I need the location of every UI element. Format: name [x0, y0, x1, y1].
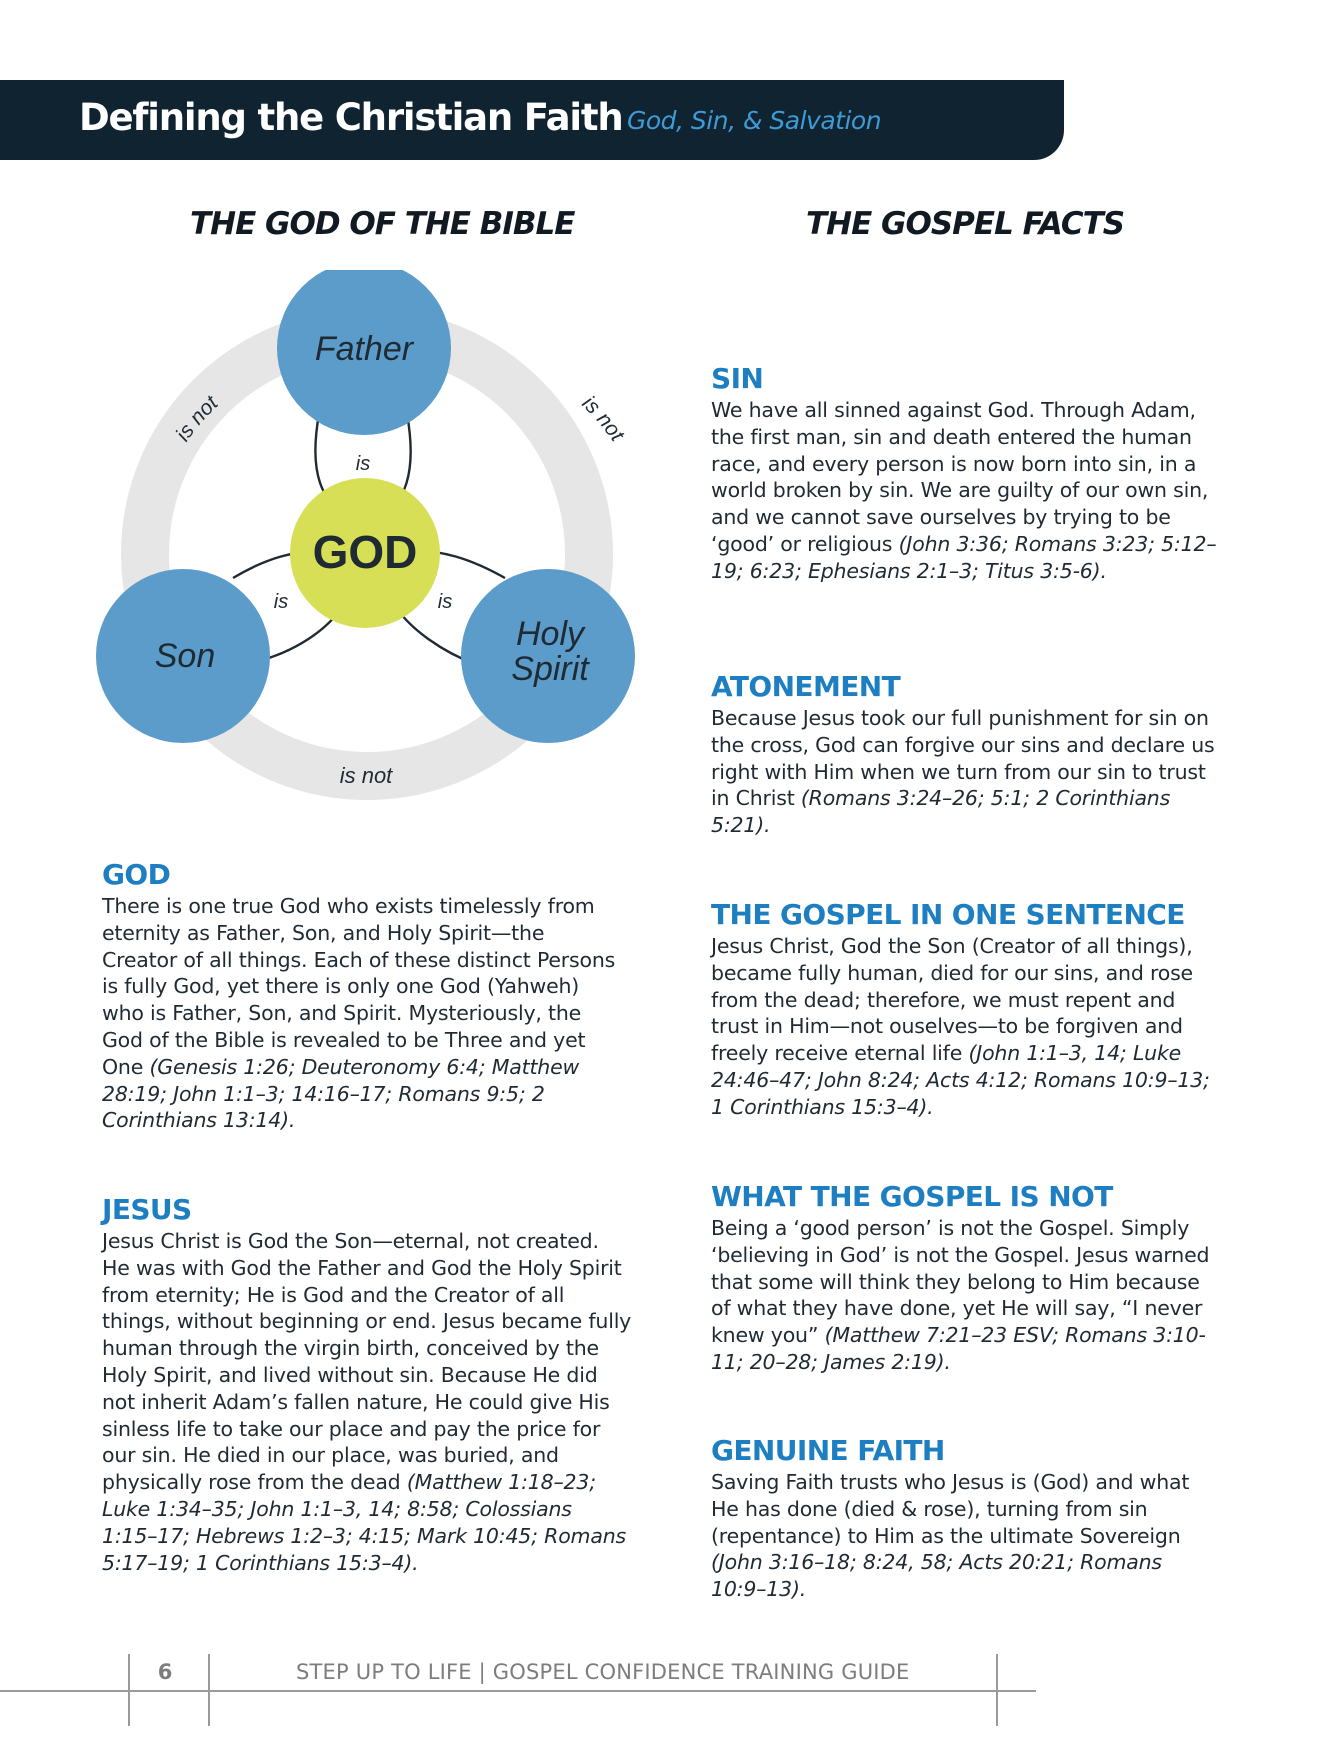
section-title: ATONEMENT	[711, 670, 901, 703]
section-sin	[711, 362, 1221, 585]
footer-text: STEP UP TO LIFE | GOSPEL CONFIDENCE TRAINING GUIDE	[296, 1660, 910, 1684]
scripture-citation: (John 1:1–3, 14; Luke 24:46–47; John 8:24; Acts 4:12; Romans 10:9–13; 1 Corinthians 15:3–4).	[711, 1041, 1210, 1119]
footer-tick-left	[128, 1654, 130, 1726]
section-title: WHAT THE GOSPEL IS NOT	[711, 1180, 1113, 1213]
section-body: Being a ‘good person’ is not the Gospel. Simply ‘believing in God’ is not the Gospel. Jesus warned that some will think they belong to Him because of what they have done, yet He will say, “I never knew you” (Matthew 7:21–23 ESV; Romans 3:10-11; 20–28; James 2:19).	[711, 1216, 1210, 1374]
holy-spirit-label-line1: Holy	[515, 615, 585, 653]
scripture-citation: (Matthew 1:18–23; Luke 1:34–35; John 1:1–3, 14; 8:58; Colossians 1:15–17; Hebrews 1:2–3; 4:15; Mark 10:45; Romans 5:17–19; 1 Corinthians 15:3–4).	[102, 1470, 626, 1575]
section-title: THE GOSPEL IN ONE SENTENCE	[711, 898, 1185, 931]
footer-tick-mid	[208, 1654, 210, 1726]
section-title: JESUS	[102, 1193, 192, 1226]
is-not-label-right: is not	[577, 391, 629, 446]
page-number: 6	[157, 1660, 173, 1684]
is-not-label-left: is not	[171, 391, 223, 446]
trinity-diagram	[95, 270, 655, 810]
section-body: Jesus Christ is God the Son—eternal, not created. He was with God the Father and God the Holy Spirit from eternity; He is God and the Creator of all things, without beginning or end. Jesus became fully human through the virgin birth, conceived by the Holy Spirit, and lived without sin. Because He did not inherit Adam’s fallen nature, He could give His sinless life to take our place and pay the price for our sin. He died in our place, was buried, and physically rose from the dead (Matthew 1:18–23; Luke 1:34–35; John 1:1–3, 14; 8:58; Colossians 1:15–17; Hebrews 1:2–3; 4:15; Mark 10:45; Romans 5:17–19; 1 Corinthians 15:3–4).	[102, 1229, 632, 1575]
father-label: Father	[314, 330, 414, 368]
scripture-citation: (Romans 3:24–26; 5:1; 2 Corinthians 5:21).	[711, 786, 1171, 838]
section-body: We have all sinned against God. Through Adam, the first man, sin and death entered the human race, and every person is now born into sin, in a world broken by sin. We are guilty of our own sin, and we cannot save ourselves by trying to be ‘good’ or religious (John 3:36; Romans 3:23; 5:12–19; 6:23; Ephesians 2:1–3; Titus 3:5-6).	[711, 398, 1217, 583]
section-gospel-in-one-sentence	[711, 898, 1221, 1121]
section-title: GOD	[102, 858, 171, 891]
scripture-citation: (Matthew 7:21–23 ESV; Romans 3:10-11; 20–28; James 2:19).	[711, 1323, 1206, 1374]
is-label-father: is	[355, 453, 371, 475]
is-not-label-bottom: is not	[339, 763, 393, 788]
is-label-son: is	[273, 591, 289, 613]
section-genuine-faith	[711, 1434, 1221, 1603]
son-label: Son	[154, 637, 216, 675]
god-label: GOD	[312, 526, 418, 578]
section-body: Saving Faith trusts who Jesus is (God) and what He has done (died & rose), turning from sin (repentance) to Him as the ultimate Sovereign (John 3:16–18; 8:24, 58; Acts 20:21; Romans 10:9–13).	[711, 1470, 1190, 1602]
holy-spirit-label-line2: Spirit	[511, 650, 589, 688]
right-column-heading: THE GOSPEL FACTS	[806, 206, 1125, 242]
is-label-spirit: is	[437, 591, 453, 613]
scripture-citation: (John 3:36; Romans 3:23; 5:12–19; 6:23; Ephesians 2:1–3; Titus 3:5-6).	[711, 531, 1217, 583]
page-title: Defining the Christian Faith	[79, 96, 623, 139]
scripture-citation: (John 3:16–18; 8:24, 58; Acts 20:21; Romans 10:9–13).	[711, 1550, 1162, 1602]
scripture-citation: (Genesis 1:26; Deuteronomy 6:4; Matthew 28:19; John 1:1–3; 14:16–17; Romans 9:5; 2 Corinthians 13:14).	[102, 1054, 580, 1133]
left-column-heading: THE GOD OF THE BIBLE	[190, 206, 575, 242]
section-body: Jesus Christ, God the Son (Creator of all things), became fully human, died for our sins, and rose from the dead; therefore, we must repent and trust in Him—not ouselves—to be forgiven and freely receive eternal life (John 1:1–3, 14; Luke 24:46–47; John 8:24; Acts 4:12; Romans 10:9–13; 1 Corinthians 15:3–4).	[711, 934, 1210, 1119]
footer-rule	[0, 1690, 1036, 1692]
footer-tick-right	[996, 1654, 998, 1726]
section-body: There is one true God who exists timelessly from eternity as Father, Son, and Holy Spirit—the Creator of all things. Each of these distinct Persons is fully God, yet there is only one God (Yahweh) who is Father, Son, and Spirit. Mysteriously, the God of the Bible is revealed to be Three and yet One (Genesis 1:26; Deuteronomy 6:4; Matthew 28:19; John 1:1–3; 14:16–17; Romans 9:5; 2 Corinthians 13:14).	[102, 894, 616, 1133]
section-body: Because Jesus took our full punishment for sin on the cross, God can forgive our sins and declare us right with Him when we turn from our sin to trust in Christ (Romans 3:24–26; 5:1; 2 Corinthians 5:21).	[711, 706, 1215, 838]
page-subtitle: God, Sin, & Salvation	[627, 106, 882, 135]
section-title: SIN	[711, 362, 764, 395]
section-what-the-gospel-is-not	[711, 1180, 1221, 1376]
section-atonement	[711, 670, 1221, 839]
section-god	[102, 858, 622, 1134]
section-jesus	[102, 1193, 632, 1576]
section-title: GENUINE FAITH	[711, 1434, 945, 1467]
